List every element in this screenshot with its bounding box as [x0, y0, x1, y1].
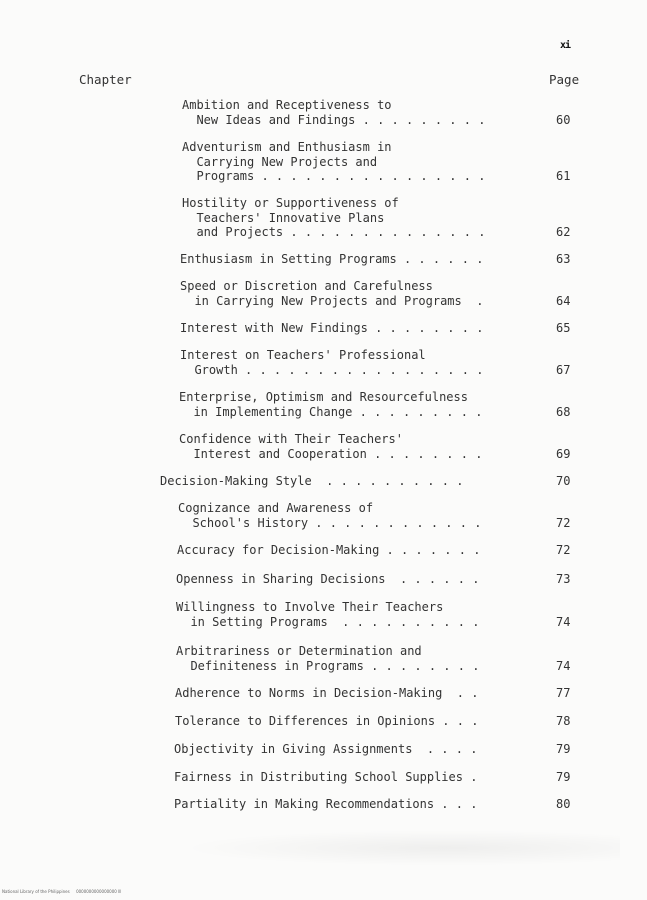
toc-entry-title: Hostility or Supportiveness of Teachers' Innovative Plans and Projects . . . . . . . . . . . . . . — [182, 196, 486, 239]
toc-entry-title: Cognizance and Awareness of School's History . . . . . . . . . . . . — [178, 501, 482, 530]
toc-entry-title: Tolerance to Differences in Opinions . . . — [175, 714, 479, 728]
toc-entry-page: 69 — [556, 446, 571, 461]
toc-entry-title: Accuracy for Decision-Making . . . . . . . — [177, 543, 481, 557]
toc-entry-title: Enthusiasm in Setting Programs . . . . . . — [180, 252, 484, 266]
toc-entry-title: Interest with New Findings . . . . . . . . — [180, 321, 484, 335]
toc-entry-page: 80 — [556, 797, 571, 811]
toc-entry — [0, 644, 571, 688]
toc-entry — [0, 279, 571, 323]
toc-entry-title: Decision-Making Style . . . . . . . . . . — [160, 474, 464, 488]
toc-entry-page: 79 — [556, 770, 571, 784]
toc-entry-page: 65 — [556, 321, 571, 335]
toc-entry-page: 68 — [556, 404, 571, 419]
toc-entry-page: 74 — [556, 658, 571, 673]
page-column-header: Page — [549, 72, 580, 87]
toc-entry-page: 61 — [556, 169, 571, 183]
toc-entry — [0, 98, 571, 142]
toc-entry-title: Enterprise, Optimism and Resourcefulness in Implementing Change . . . . . . . . . — [179, 390, 483, 419]
toc-entry-page: 62 — [556, 225, 571, 239]
toc-entry-page: 63 — [556, 252, 571, 266]
toc-entry-title: Adventurism and Enthusiasm in Carrying New Projects and Programs . . . . . . . . . . . . . . . . — [182, 140, 486, 183]
toc-entry-title: Ambition and Receptiveness to New Ideas and Findings . . . . . . . . . — [182, 98, 486, 127]
toc-entry-page: 60 — [556, 112, 571, 127]
toc-entry — [0, 600, 571, 644]
toc-entry-title: Willingness to Involve Their Teachers in Setting Programs . . . . . . . . . . — [176, 600, 480, 629]
toc-entry — [0, 348, 571, 392]
toc-entry — [0, 390, 571, 434]
toc-entry-title: Objectivity in Giving Assignments . . . . — [174, 742, 478, 756]
toc-entry — [0, 196, 571, 240]
scan-smudge — [180, 830, 620, 866]
chapter-column-header: Chapter — [79, 72, 132, 87]
toc-entry-page: 64 — [556, 293, 571, 308]
toc-entry-page: 72 — [556, 515, 571, 530]
toc-entry-title: Adherence to Norms in Decision-Making . . — [175, 686, 479, 700]
toc-entry-page: 73 — [556, 572, 571, 586]
toc-entry-page: 72 — [556, 543, 571, 557]
toc-entry-title: Interest on Teachers' Professional Growth . . . . . . . . . . . . . . . . . — [180, 348, 484, 377]
toc-entry-title: Fairness in Distributing School Supplies . — [174, 770, 478, 784]
toc-entry-title: Confidence with Their Teachers' Interest and Cooperation . . . . . . . . — [179, 432, 483, 461]
roman-page-number: xi — [560, 40, 571, 51]
toc-entry-page: 74 — [556, 614, 571, 629]
toc-entry — [0, 432, 571, 476]
toc-entry-page: 70 — [556, 474, 571, 488]
toc-entry-title: Arbitrariness or Determination and Definiteness in Programs . . . . . . . . — [176, 644, 480, 673]
toc-entry-page: 79 — [556, 742, 571, 756]
toc-entry-page: 67 — [556, 362, 571, 377]
toc-entry-title: Openness in Sharing Decisions . . . . . . — [176, 572, 480, 586]
toc-entry — [0, 501, 571, 545]
toc-entry-title: Partiality in Making Recommendations . . . — [174, 797, 478, 811]
toc-entry-title: Speed or Discretion and Carefulness in Carrying New Projects and Programs . — [180, 279, 484, 308]
toc-entry-page: 77 — [556, 686, 571, 700]
scan-footer: National Library of the Philippines 0000000000000000 lll — [2, 889, 122, 894]
toc-entry — [0, 140, 571, 184]
toc-entry-page: 78 — [556, 714, 571, 728]
toc-entry — [0, 797, 571, 841]
